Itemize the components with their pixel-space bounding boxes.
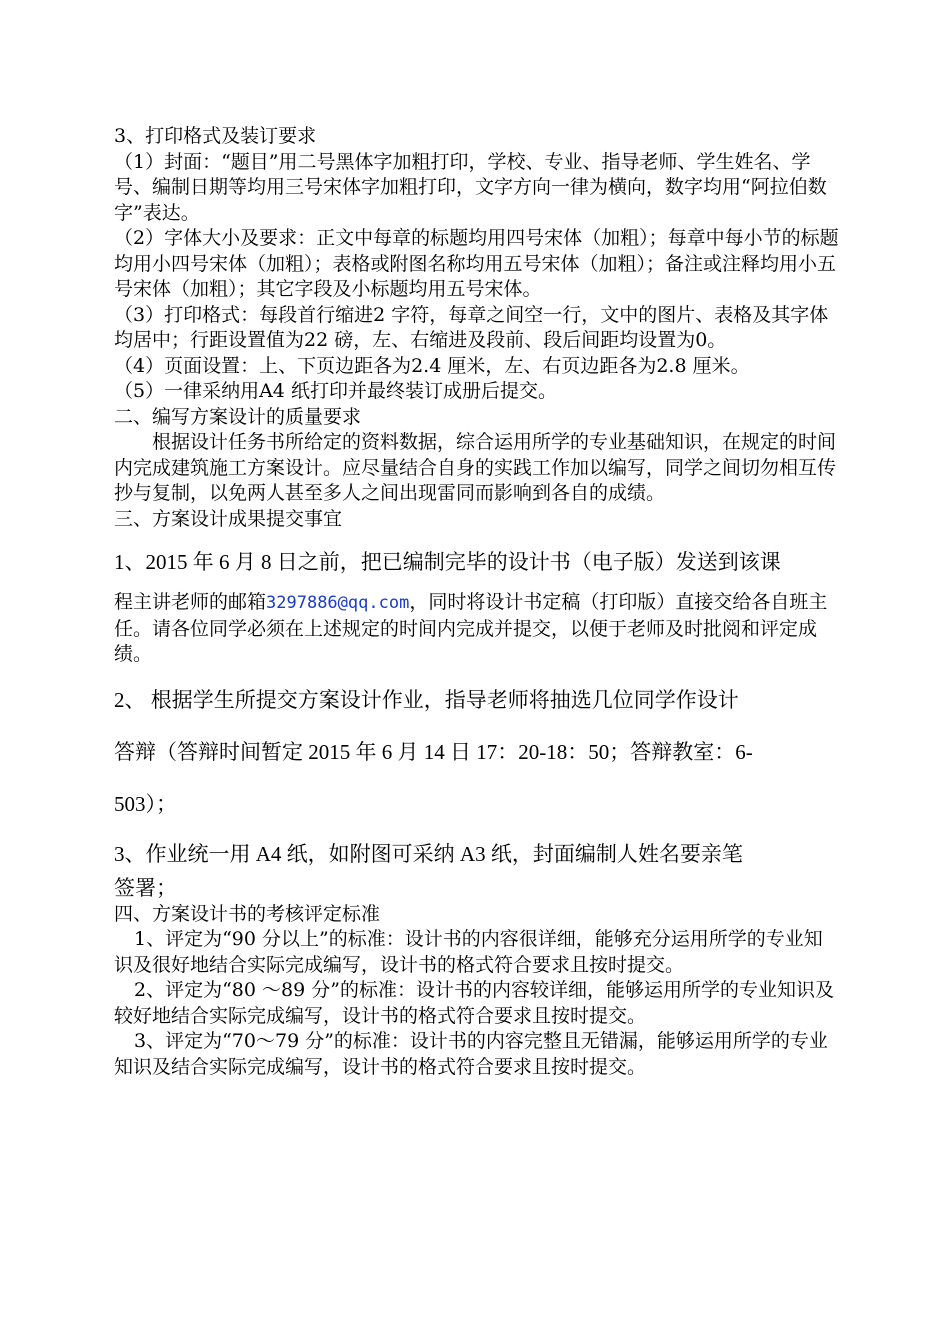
print-format-requirement: （3）打印格式：每段首行缩进2 字符，每章之间空一行，文中的图片、表格及其字体均居中；行距设置值为22 磅，左、右缩进及段前、段后间距均设置为0。 xyxy=(114,303,829,351)
criteria-item-1: 1、评定为“90 分以上”的标准：设计书的内容很详细，能够充分运用所学的专业知识及很好地结合实际完成编写，设计书的格式符合要求且按时提交。 xyxy=(114,928,823,976)
submit-item-1-suffix: ，同时将设计书定稿（打印版）直接交给各自班主任。请各位同学必须在上述规定的时间内完成并提交，以便于老师及时批阅和评定成绩。 xyxy=(114,591,828,665)
cover-requirement: （1）封面：“题目”用二号黑体字加粗打印，学校、专业、指导老师、学生姓名、学号、编制日期等均用三号宋体字加粗打印，文字方向一律为横向，数字均用“阿拉伯数字”表达。 xyxy=(114,150,827,224)
quality-heading: 二、编写方案设计的质量要求 xyxy=(114,405,362,428)
criteria-item-2: 2、评定为“80 ～89 分”的标准：设计书的内容较详细，能够运用所学的专业知识及较好地结合实际完成编写，设计书的格式符合要求且按时提交。 xyxy=(114,979,834,1027)
submit-item-3-line1: 3、作业统一用 A4 纸，如附图可采纳 A3 纸，封面编制人姓名要亲笔 xyxy=(114,841,743,866)
quality-body: 根据设计任务书所给定的资料数据，综合运用所学的专业基础知识，在规定的时间内完成建筑施工方案设计。应尽量结合自身的实践工作加以编写，同学之间切勿相互传抄与复制，以免两人甚至多人之间出现雷同而影响到各自的成绩。 xyxy=(114,431,837,504)
submit-item-3-line2: 签署； xyxy=(114,875,177,900)
submit-item-2-line1: 2、 根据学生所提交方案设计作业，指导老师将抽选几位同学作设计 xyxy=(114,687,739,712)
submit-item-2-line2: 答辩（答辩时间暂定 2015 年 6 月 14 日 17：20-18：50；答辩教室：6- xyxy=(114,739,753,764)
criteria-heading: 四、方案设计书的考核评定标准 xyxy=(114,902,381,925)
submit-item-1-prefix: 程主讲老师的邮箱 xyxy=(114,591,267,613)
section3-heading: 3、打印格式及装订要求 xyxy=(114,125,317,147)
submit-item-1-line1: 1、2015 年 6 月 8 日之前，把已编制完毕的设计书（电子版）发送到该课 xyxy=(114,550,781,574)
submit-heading: 三、方案设计成果提交事宜 xyxy=(114,507,343,530)
document-page xyxy=(114,124,840,1080)
criteria-item-3: 3、评定为“70～79 分”的标准：设计书的内容完整且无错漏，能够运用所学的专业知识及结合实际完成编写，设计书的格式符合要求且按时提交。 xyxy=(114,1030,828,1078)
page-setup-requirement: （4）页面设置：上、下页边距各为2.4 厘米，左、右页边距各为2.8 厘米。 xyxy=(114,354,750,377)
font-size-requirement: （2）字体大小及要求：正文中每章的标题均用四号宋体（加粗）；每章中每小节的标题均用小四号宋体（加粗）；表格或附图名称均用五号宋体（加粗）；备注或注释均用小五号宋体（加粗）；其它字段及小标题均用五号宋体。 xyxy=(114,227,839,300)
submit-item-2-line3: 503）； xyxy=(114,791,177,816)
email-link[interactable]: 3297886@qq.com xyxy=(266,593,410,613)
submit-item-1 xyxy=(114,590,840,668)
paper-requirement: （5）一律采纳用A4 纸打印并最终装订成册后提交。 xyxy=(114,380,557,402)
